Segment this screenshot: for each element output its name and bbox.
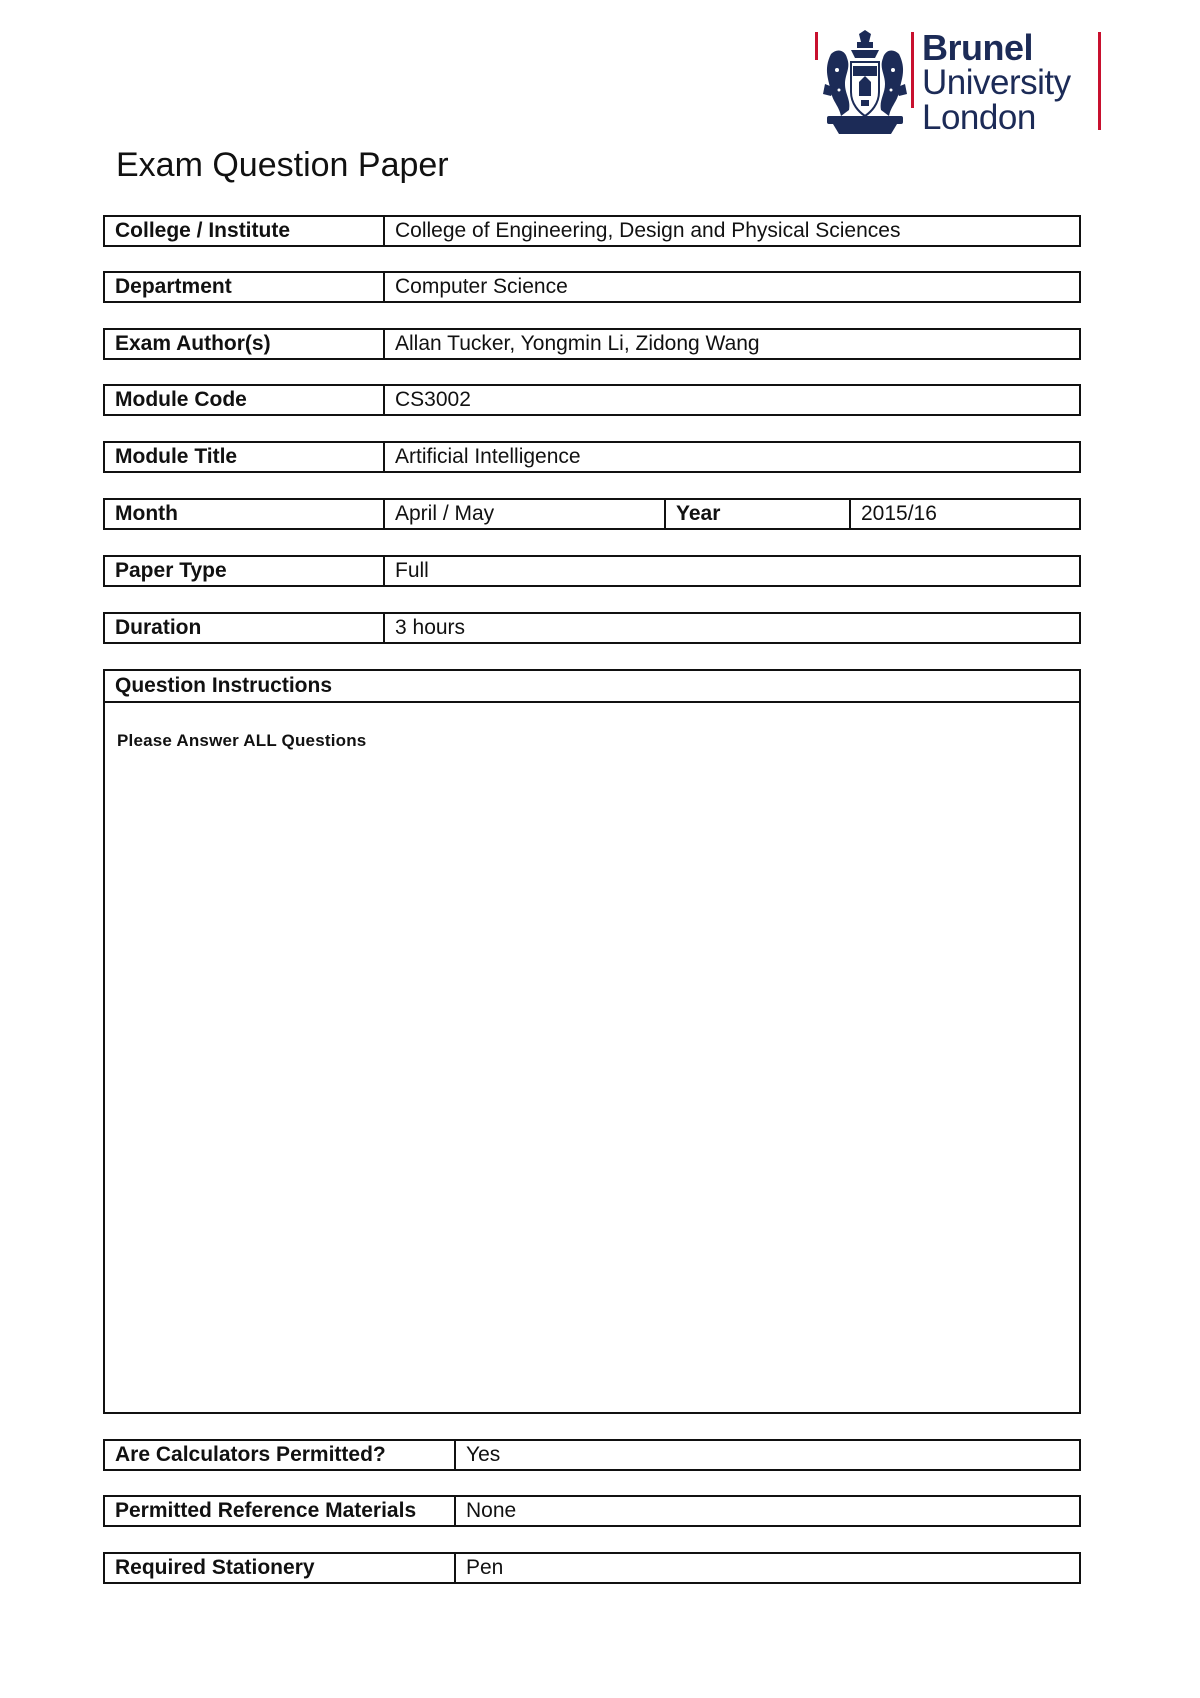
field-row-module-code bbox=[103, 384, 1081, 416]
field-row-stationery bbox=[103, 1552, 1081, 1584]
logo-line-brunel: Brunel bbox=[922, 27, 1034, 68]
field-row-month-year bbox=[103, 498, 1081, 530]
calculators-label: Are Calculators Permitted? bbox=[105, 1441, 456, 1469]
logo-divider bbox=[911, 32, 914, 108]
module-code-value: CS3002 bbox=[395, 388, 471, 411]
field-row-authors bbox=[103, 328, 1081, 360]
college-value: College of Engineering, Design and Physical Sciences bbox=[395, 219, 901, 242]
logo-accent-bar bbox=[815, 32, 818, 60]
field-row-duration bbox=[103, 612, 1081, 644]
department-value: Computer Science bbox=[395, 275, 568, 298]
module-code-label: Module Code bbox=[105, 386, 385, 414]
question-instructions-text: Please Answer ALL Questions bbox=[117, 731, 367, 750]
field-row-paper-type bbox=[103, 555, 1081, 587]
field-row-reference-materials bbox=[103, 1495, 1081, 1527]
department-label: Department bbox=[105, 273, 385, 301]
page-title: Exam Question Paper bbox=[116, 146, 449, 184]
field-row-college bbox=[103, 215, 1081, 247]
question-instructions-box bbox=[103, 669, 1081, 1414]
paper-type-label: Paper Type bbox=[105, 557, 385, 585]
duration-label: Duration bbox=[105, 614, 385, 642]
logo-line-university: University bbox=[922, 63, 1071, 102]
year-value: 2015/16 bbox=[861, 502, 937, 525]
duration-value: 3 hours bbox=[395, 616, 466, 639]
module-title-value: Artificial Intelligence bbox=[395, 445, 581, 468]
crest-icon bbox=[823, 30, 907, 134]
reference-materials-value: None bbox=[466, 1499, 517, 1522]
question-instructions-heading: Question Instructions bbox=[105, 671, 1079, 703]
year-label: Year bbox=[666, 500, 851, 528]
brunel-logo bbox=[815, 27, 1105, 138]
calculators-value: Yes bbox=[466, 1443, 501, 1466]
paper-type-value: Full bbox=[395, 559, 429, 582]
reference-materials-label: Permitted Reference Materials bbox=[105, 1497, 456, 1525]
field-row-department bbox=[103, 271, 1081, 303]
field-row-module-title bbox=[103, 441, 1081, 473]
college-label: College / Institute bbox=[105, 217, 385, 245]
module-title-label: Module Title bbox=[105, 443, 385, 471]
stationery-label: Required Stationery bbox=[105, 1554, 456, 1582]
field-row-calculators bbox=[103, 1439, 1081, 1471]
logo-wordmark bbox=[922, 27, 1071, 137]
month-label: Month bbox=[105, 500, 385, 528]
logo-line-london: London bbox=[922, 98, 1036, 137]
logo-accent-bar-right bbox=[1098, 32, 1101, 130]
authors-value: Allan Tucker, Yongmin Li, Zidong Wang bbox=[395, 332, 760, 355]
authors-label: Exam Author(s) bbox=[105, 330, 385, 358]
stationery-value: Pen bbox=[466, 1556, 504, 1579]
month-value: April / May bbox=[385, 500, 666, 528]
